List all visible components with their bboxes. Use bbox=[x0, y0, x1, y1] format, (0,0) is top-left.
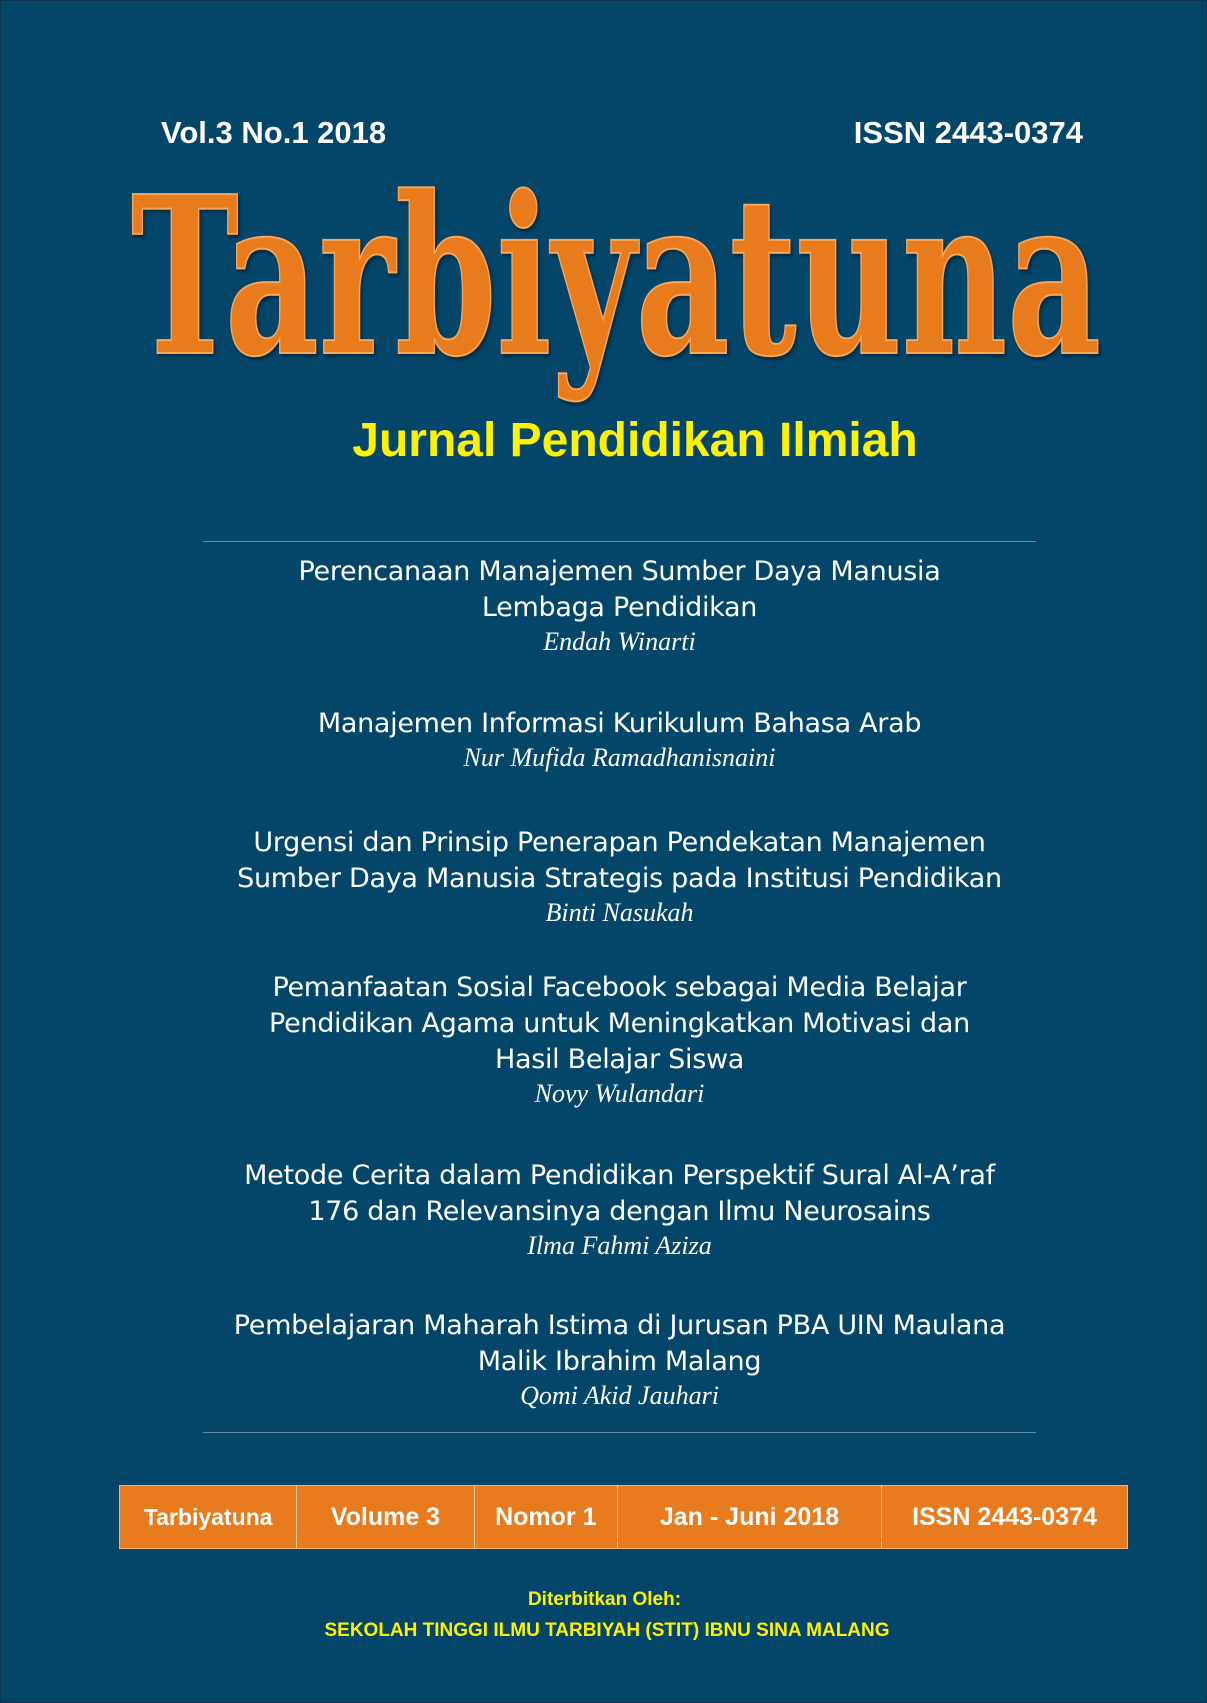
top-divider bbox=[203, 541, 1036, 542]
article-title-line: Urgensi dan Prinsip Penerapan Pendekatan Manajemen bbox=[253, 827, 986, 858]
article-author: Ilma Fahmi Aziza bbox=[527, 1231, 712, 1260]
article-author: Novy Wulandari bbox=[534, 1079, 705, 1108]
article-item bbox=[201, 1308, 1038, 1412]
issn-label: ISSN 2443-0374 bbox=[853, 115, 1083, 150]
article-author: Endah Winarti bbox=[543, 627, 696, 656]
article-title-line: Lembaga Pendidikan bbox=[481, 592, 758, 623]
article-title-line: Malik Ibrahim Malang bbox=[477, 1346, 762, 1377]
bottom-divider bbox=[203, 1432, 1036, 1433]
volume-number-label: Vol.3 No.1 2018 bbox=[161, 115, 387, 150]
article-title-line: Manajemen Informasi Kurikulum Bahasa Arab bbox=[317, 708, 922, 739]
article-author: Binti Nasukah bbox=[545, 898, 694, 927]
article-title-line: Pemanfaatan Sosial Facebook sebagai Media Belajar bbox=[272, 972, 967, 1003]
article-title-line: Perencanaan Manajemen Sumber Daya Manusia bbox=[298, 556, 941, 587]
article-item bbox=[201, 1158, 1038, 1262]
issue-info-bar bbox=[119, 1485, 1128, 1549]
article-title-line: 176 dan Relevansinya dengan Ilmu Neurosains bbox=[308, 1196, 931, 1227]
article-item bbox=[201, 970, 1038, 1110]
article-title-line: Pembelajaran Maharah Istima di Jurusan PBA UIN Maulana bbox=[233, 1310, 1006, 1341]
info-period: Jan - Juni 2018 bbox=[618, 1486, 882, 1548]
article-item bbox=[201, 825, 1038, 929]
publisher-label: Diterbitkan Oleh: bbox=[527, 1589, 682, 1610]
journal-title-logo bbox=[121, 141, 1111, 411]
info-volume: Volume 3 bbox=[297, 1486, 474, 1548]
article-title-line: Sumber Daya Manusia Strategis pada Institusi Pendidikan bbox=[237, 863, 1002, 894]
journal-title-text: Tarbiyatuna bbox=[131, 149, 1101, 405]
info-journal-name: Tarbiyatuna bbox=[120, 1486, 297, 1548]
article-item bbox=[201, 554, 1038, 658]
article-author: Qomi Akid Jauhari bbox=[520, 1381, 719, 1410]
article-author: Nur Mufida Ramadhanisnaini bbox=[463, 743, 776, 772]
article-title-line: Metode Cerita dalam Pendidikan Perspektif Sural Al-A’raf bbox=[244, 1160, 995, 1191]
publisher-name: SEKOLAH TINGGI ILMU TARBIYAH (STIT) IBNU SINA MALANG bbox=[324, 1620, 890, 1641]
info-issn: ISSN 2443-0374 bbox=[912, 1502, 1097, 1531]
journal-subtitle: Jurnal Pendidikan Ilmiah bbox=[352, 414, 918, 467]
info-number: Nomor 1 bbox=[475, 1486, 618, 1548]
article-item bbox=[201, 706, 1038, 774]
article-title-line: Pendidikan Agama untuk Meningkatkan Motivasi dan bbox=[269, 1008, 970, 1039]
article-title-line: Hasil Belajar Siswa bbox=[494, 1044, 745, 1075]
